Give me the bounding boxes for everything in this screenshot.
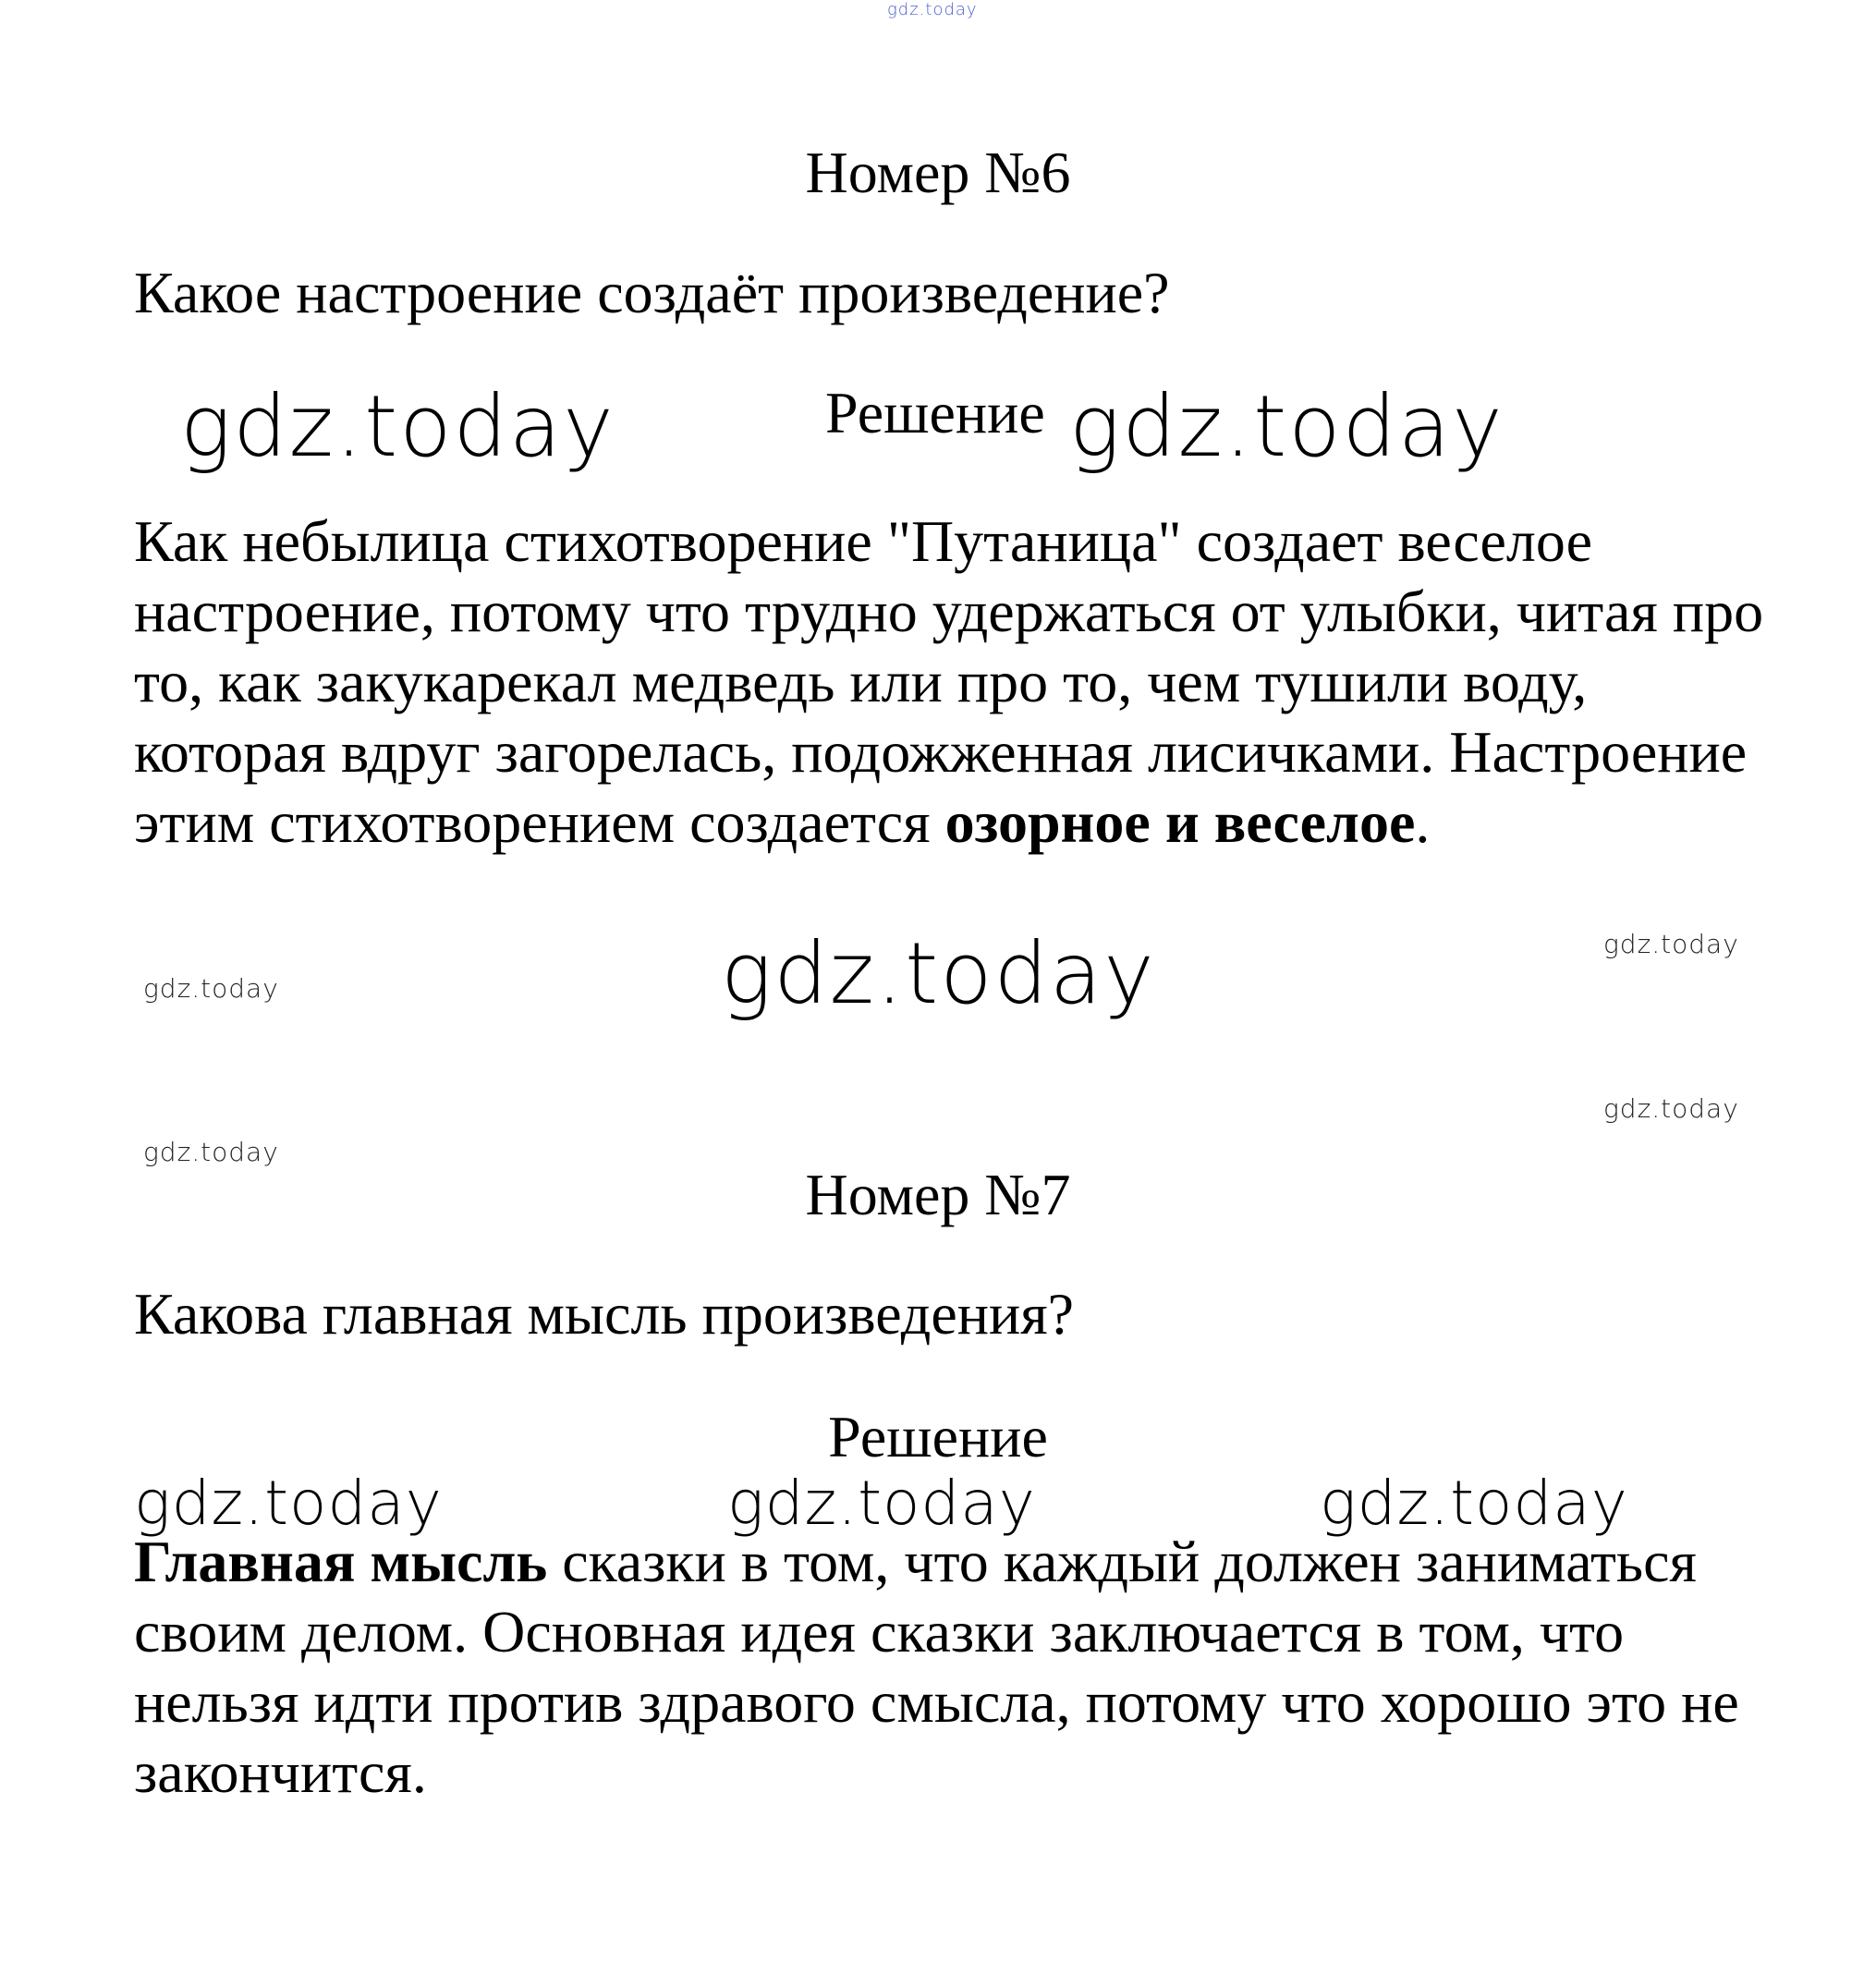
task7-answer-bold: Главная мысль <box>134 1529 548 1594</box>
task6-answer <box>134 506 1779 858</box>
task6-answer-bold: озорное и веселое <box>944 789 1416 855</box>
task7-heading: Номер №7 <box>805 1162 1071 1227</box>
task6-heading: Номер №6 <box>805 140 1071 205</box>
task6-question: Какое настроение создаёт произведение? <box>134 260 1170 325</box>
task6-answer-text: Как небылица стихотворение "Путаница" создает веселое настроение, потому что трудно удержаться от улыбки, читая про то, как закукарекал медведь или про то, чем тушили воду, которая вдруг загорелась, подожженная лисичками. Настроение этим стихотворением создается <box>134 508 1764 855</box>
task7-solution-label: Решение <box>828 1404 1048 1469</box>
task6-solution-label: Решение <box>825 380 1045 445</box>
watermark-small-right-2: gdz.today <box>1603 1093 1739 1124</box>
task6-answer-end: . <box>1415 789 1431 855</box>
watermark-medium-left: gdz.today <box>134 1468 443 1539</box>
watermark-large-center: gdz.today <box>721 924 1156 1023</box>
watermark-small-left-1: gdz.today <box>143 973 279 1004</box>
watermark-small-left-2: gdz.today <box>143 1137 279 1167</box>
watermark-small-right-1: gdz.today <box>1603 929 1739 959</box>
task7-answer-text: сказки в том, что каждый должен заниматься своим делом. Основная идея сказки заключается в том, что нельзя идти против здравого смысла, потому что хорошо это не закончится. <box>134 1529 1739 1805</box>
watermark-medium-right: gdz.today <box>1320 1468 1628 1539</box>
task7-question: Какова главная мысль произведения? <box>134 1281 1075 1347</box>
watermark-large-left: gdz.today <box>180 377 615 476</box>
watermark-medium-center: gdz.today <box>727 1468 1036 1539</box>
task7-answer <box>134 1527 1779 1808</box>
watermark-top: gdz.today <box>887 0 978 19</box>
watermark-large-right: gdz.today <box>1069 377 1504 476</box>
